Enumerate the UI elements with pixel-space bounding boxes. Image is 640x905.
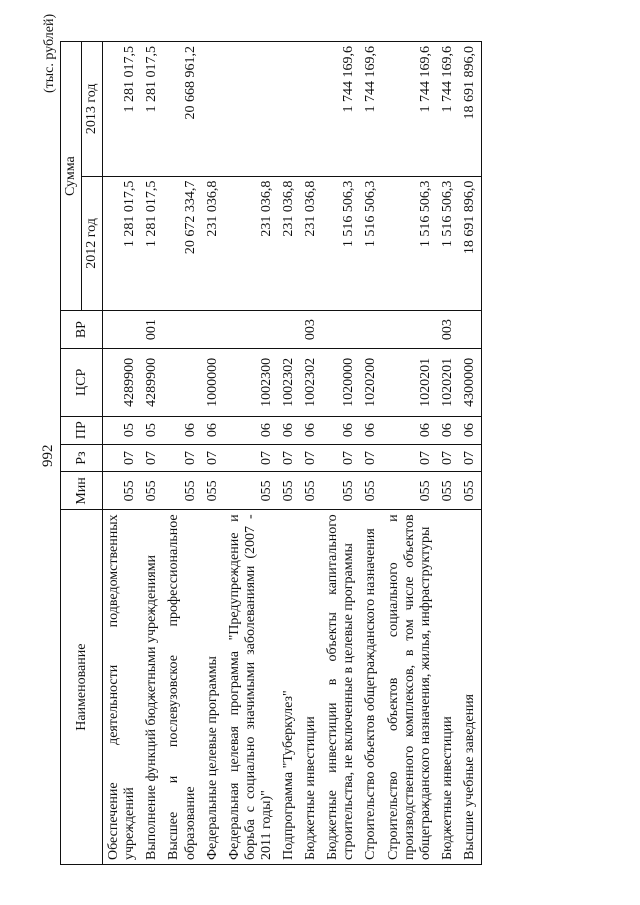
row-amount-2012: 1 516 506,3: [322, 176, 360, 311]
row-amount-2013: 18 691 896,0: [459, 42, 482, 177]
header-csr: ЦСР: [61, 348, 103, 416]
row-pr: 06: [278, 416, 300, 444]
row-csr: 1020201: [437, 348, 459, 416]
row-min: 055: [141, 472, 163, 510]
header-vr: ВР: [61, 311, 103, 349]
page-number: 992: [40, 444, 56, 467]
table-row: [224, 42, 278, 865]
row-name: Обеспечение деятельности подведомственных учреждений: [103, 510, 142, 865]
row-rz: 07: [202, 444, 224, 472]
row-csr: 1002302: [300, 348, 322, 416]
header-min: Мин: [61, 472, 103, 510]
row-csr: 4289900: [103, 348, 142, 416]
row-min: 055: [224, 472, 278, 510]
row-pr: 06: [300, 416, 322, 444]
row-csr: 1020201: [383, 348, 437, 416]
row-pr: 06: [459, 416, 482, 444]
row-amount-2013: [202, 42, 224, 177]
table-row: [383, 42, 437, 865]
row-pr: 06: [224, 416, 278, 444]
row-name: Строительство объектов общегражданского назначения: [360, 510, 382, 865]
row-vr: [459, 311, 482, 349]
table-row: [278, 42, 300, 865]
row-csr: 1000000: [202, 348, 224, 416]
row-min: 055: [163, 472, 201, 510]
row-rz: 07: [163, 444, 201, 472]
row-amount-2013: 1 744 169,6: [360, 42, 382, 177]
row-name: Федеральные целевые программы: [202, 510, 224, 865]
row-rz: 07: [278, 444, 300, 472]
row-amount-2012: 1 516 506,3: [437, 176, 459, 311]
row-amount-2013: 20 668 961,2: [163, 42, 201, 177]
table-row: [300, 42, 322, 865]
row-csr: [163, 348, 201, 416]
row-min: 055: [300, 472, 322, 510]
table-row: [103, 42, 142, 865]
row-name: Строительство объектов социального и производственного комплексов, в том числе объектов общегражданского назначения, жилья, инфраструктуры: [383, 510, 437, 865]
row-pr: 06: [202, 416, 224, 444]
row-vr: [322, 311, 360, 349]
row-min: 055: [383, 472, 437, 510]
row-amount-2012: 1 516 506,3: [360, 176, 382, 311]
row-amount-2012: 1 516 506,3: [383, 176, 437, 311]
header-name: Наименование: [61, 510, 103, 865]
row-pr: 05: [103, 416, 142, 444]
row-min: 055: [202, 472, 224, 510]
row-amount-2012: 1 281 017,5: [103, 176, 142, 311]
row-csr: 4289900: [141, 348, 163, 416]
table-row: [163, 42, 201, 865]
row-pr: 06: [322, 416, 360, 444]
row-pr: 05: [141, 416, 163, 444]
table-row: [459, 42, 482, 865]
row-rz: 07: [103, 444, 142, 472]
row-name: Высшие учебные заведения: [459, 510, 482, 865]
row-vr: [163, 311, 201, 349]
budget-table: [60, 41, 482, 865]
units-note: (тыс. рублей): [42, 13, 57, 93]
row-rz: 07: [300, 444, 322, 472]
row-min: 055: [437, 472, 459, 510]
row-vr: [360, 311, 382, 349]
row-rz: 07: [437, 444, 459, 472]
row-name: Федеральная целевая программа "Предупреждение и борьба с социально значимыми заболеваниями (2007 - 2011 годы)": [224, 510, 278, 865]
row-amount-2012: 231 036,8: [202, 176, 224, 311]
row-vr: [103, 311, 142, 349]
row-rz: 07: [383, 444, 437, 472]
row-min: 055: [103, 472, 142, 510]
row-min: 055: [278, 472, 300, 510]
row-rz: 07: [224, 444, 278, 472]
table-row: [141, 42, 163, 865]
row-vr: [202, 311, 224, 349]
row-amount-2012: 231 036,8: [224, 176, 278, 311]
row-rz: 07: [322, 444, 360, 472]
row-name: Бюджетные инвестиции: [437, 510, 459, 865]
row-pr: 06: [383, 416, 437, 444]
row-vr: 003: [437, 311, 459, 349]
row-min: 055: [360, 472, 382, 510]
row-min: 055: [459, 472, 482, 510]
row-amount-2013: 1 744 169,6: [383, 42, 437, 177]
row-amount-2013: 1 281 017,5: [103, 42, 142, 177]
header-year-2013: 2013 год: [82, 42, 103, 177]
row-pr: 06: [163, 416, 201, 444]
row-csr: 1002300: [224, 348, 278, 416]
row-vr: 001: [141, 311, 163, 349]
row-amount-2012: 18 691 896,0: [459, 176, 482, 311]
row-amount-2013: 1 744 169,6: [437, 42, 459, 177]
row-name: Подпрограмма "Туберкулез": [278, 510, 300, 865]
row-name: Бюджетные инвестиции: [300, 510, 322, 865]
table-body: [103, 42, 482, 865]
header-pr: ПР: [61, 416, 103, 444]
row-name: Бюджетные инвестиции в объекты капитального строительства, не включенные в целевые программы: [322, 510, 360, 865]
row-csr: 1020000: [322, 348, 360, 416]
row-amount-2013: [300, 42, 322, 177]
row-rz: 07: [459, 444, 482, 472]
row-amount-2013: 1 281 017,5: [141, 42, 163, 177]
row-amount-2012: 20 672 334,7: [163, 176, 201, 311]
row-rz: 07: [141, 444, 163, 472]
row-rz: 07: [360, 444, 382, 472]
row-vr: [383, 311, 437, 349]
row-amount-2012: 231 036,8: [300, 176, 322, 311]
row-csr: 4300000: [459, 348, 482, 416]
header-rz: Рз: [61, 444, 103, 472]
header-sum: Сумма: [61, 42, 82, 311]
row-name: Высшее и послевузовское профессиональное образование: [163, 510, 201, 865]
table-row: [322, 42, 360, 865]
row-csr: 1020200: [360, 348, 382, 416]
row-pr: 06: [360, 416, 382, 444]
table-row: [202, 42, 224, 865]
row-name: Выполнение функций бюджетными учреждениями: [141, 510, 163, 865]
table-header: [61, 42, 103, 865]
table-row: [360, 42, 382, 865]
row-csr: 1002302: [278, 348, 300, 416]
row-min: 055: [322, 472, 360, 510]
row-pr: 06: [437, 416, 459, 444]
header-year-2012: 2012 год: [82, 176, 103, 311]
row-amount-2013: [224, 42, 278, 177]
row-amount-2012: 231 036,8: [278, 176, 300, 311]
row-vr: [278, 311, 300, 349]
row-vr: [224, 311, 278, 349]
row-amount-2012: 1 281 017,5: [141, 176, 163, 311]
row-vr: 003: [300, 311, 322, 349]
row-amount-2013: [278, 42, 300, 177]
table-row: [437, 42, 459, 865]
row-amount-2013: 1 744 169,6: [322, 42, 360, 177]
